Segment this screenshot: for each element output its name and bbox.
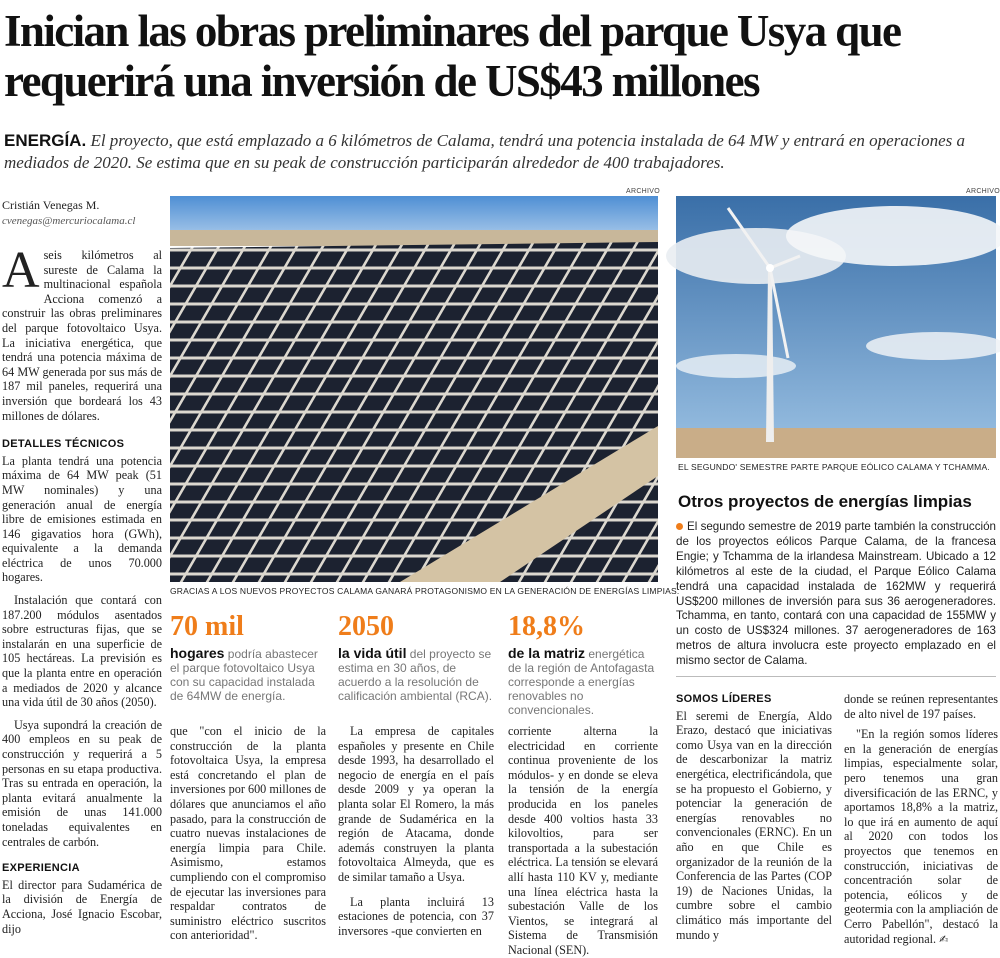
paragraph: Usya supondrá la creación de 400 empleos en su peak de construcción y requerirá a 5 personas en su etapa productiva. Tras su entrada en operación, la planta evitará anualmente la emisión de unas 141.000 toneladas equivalentes en centrales de carbón. [2, 717, 162, 849]
divider [676, 676, 996, 677]
photo-caption: EL SEGUNDO' SEMESTRE PARTE PARQUE EÓLICO CALAMA Y TCHAMMA. [678, 462, 990, 472]
column-3 [338, 724, 494, 938]
paragraph: El seremi de Energía, Aldo Erazo, destacó que iniciativas como Usya van en la dirección de descarbonizar la matriz energética, electrificándola, que se ha propuesto el Gobierno, y potenciar la generación de energías renovables no convencionales (ERNC). En un año en que Chile es organizador de la reunión de la Conferencia de las Partes (COP 19) de Naciones Unidas, la cumbre sobre el cambio climático más importante del mundo y [676, 708, 832, 942]
paragraph: "En la región somos líderes en la generación de energías limpias, especialmente solar, pero tenemos una gran diversificación de las ERNC, y aportamos 18,8% a la matriz, lo que irá en aumento de aquí al 2020 con todos los proyectos que tenemos en construcción, iniciativas de concentración solar de potencia, eólicos y de geotermia con la ampliación de Cerro Pabellón", destacó la autoridad regional. ✍ [844, 727, 998, 946]
column-2 [170, 724, 326, 943]
stat-number: 18,8% [508, 611, 585, 642]
column-1 [2, 242, 162, 936]
paragraph: La empresa de capitales españoles y presente en Chile desde 1993, ha desarrollado el negocio de energía en el país desde 2009 y ya operan la planta solar El Romero, la más grande de Sudamérica en la región de Atacama, donde además construyen la planta fotovoltaica Almeyda, que es de similar tamaño a Usya. [338, 724, 494, 884]
paragraph: Instalación que contará con 187.200 módulos asentados sobre estructuras fijas, que se instalarán en una superficie de 105 hectáreas. La previsión es que la planta entre en operación a mediados de 2020 y alcance una vida útil de 30 años (2050). [2, 593, 162, 710]
author-name: Cristián Venegas M. [2, 198, 100, 212]
drop-cap: A [2, 242, 40, 299]
photo-caption: GRACIAS A LOS NUEVOS PROYECTOS CALAMA GANARÁ PROTAGONISMO EN LA GENERACIÓN DE ENERGÍAS LIMPIAS. [170, 586, 680, 596]
stat-matrix: 18,8% de la matriz energética de la región de Antofagasta corresponde a energías renovables no convencionales. [508, 612, 658, 717]
lead-text: El proyecto, que está emplazado a 6 kilómetros de Calama, tendrá una potencia instalada de 64 MW y entrará en operaciones a mediados de 2020. Se estima que en su peak de construcción participarán alrededor de 400 trabajadores. [4, 131, 966, 172]
subhead-leaders: SOMOS LÍDERES [676, 693, 772, 705]
orange-bullet-icon [676, 523, 683, 530]
photo-credit: ARCHIVO [966, 188, 1000, 195]
paragraph: corriente alterna la electricidad en corriente continua proveniente de los módulos- y en donde se eleva la tensión de la energía producida en los paneles desde 400 voltios hasta 33 kilovoltios, para ser transportada a la subestación eléctrica. La tensión se elevará allí hasta 110 KV y, mediante una línea eléctrica hasta la subestación Valle de los Vientos, se integrará al Sistema de Transmisión Nacional (SEN). [508, 724, 658, 957]
intro-paragraph: Aseis kilómetros al sureste de Calama la multinacional española Acciona comenzó a construir las obras preliminares del parque fotovoltaico Usya. La iniciativa energética, que tendrá una potencia máxima de 64 MW generada por sus más de 187 mil paneles, requerirá una inversión que bordeará los 43 millones de dólares. [2, 242, 162, 423]
wind-turbine-image [676, 196, 996, 458]
solar-panels-photo [170, 196, 658, 582]
lead-paragraph [4, 130, 996, 174]
column-6 [844, 692, 998, 947]
stat-lifespan: 2050 la vida útil del proyecto se estima en 30 años, de acuerdo a la resolución de calificación ambiental (RCA). [338, 612, 498, 703]
photo-credit: ARCHIVO [626, 188, 660, 195]
author-email: cvenegas@mercuriocalama.cl [2, 215, 136, 227]
column-5 [676, 692, 832, 942]
solar-panels-image [170, 196, 658, 582]
paragraph: donde se reúnen representantes de alto nivel de 197 países. [844, 692, 998, 721]
paragraph: La planta tendrá una potencia máxima de 64 MW peak (51 MW nominales) y una generación anual de energía libre de emisiones estimada en 146 gigavatios hora (GWh), equivalente a la demanda eléctrica de unos 70.000 hogares. [2, 453, 162, 585]
stat-number: 70 mil [170, 611, 244, 642]
sidebar-title: Otros proyectos de energías limpias [678, 492, 972, 511]
column-4 [508, 724, 658, 958]
paragraph: que "con el inicio de la construcción de la planta fotovoltaica Usya, la empresa está concretando el plan de inversiones por 600 millones de dólares que anunciamos el año pasado, para la construcción de cuatro nuevas instalaciones de energía limpia para Chile. Asimismo, estamos cumpliendo con el compromiso de ejecutar las inversiones para respaldar contratos de suministro eléctrico suscritos con anterioridad". [170, 724, 326, 943]
end-mark-icon: ✍ [939, 932, 949, 946]
subhead-experience: EXPERIENCIA [2, 862, 80, 875]
stat-homes: 70 mil hogares podría abastecer el parque fotovoltaico Usya con su capacidad instalada de 64MW de energía. [170, 612, 330, 703]
stat-number: 2050 [338, 611, 394, 642]
paragraph: La planta incluirá 13 estaciones de potencia, con 37 inversores -que convierten en [338, 894, 494, 938]
paragraph: El director para Sudamérica de la división de Energía de Acciona, José Ignacio Escobar, dijo [2, 877, 162, 936]
wind-turbine-photo [676, 196, 996, 458]
subhead-technical: DETALLES TÉCNICOS [2, 438, 125, 451]
lead-kicker: ENERGÍA. [4, 131, 87, 150]
sidebar-body: El segundo semestre de 2019 parte también la construcción de los proyectos eólicos Parque Calama, de la francesa Engie; y Tchamma de la irlandesa Mainstream. Ubicado a 12 kilómetros al este de la ciudad, el Parque Eólico Calama tendrá una capacidad instalada de 162MW y requerirá US$200 millones de inversión para sus 36 aerogeneradores. Tchamma, en tanto, contará con una capacidad de 155MW y un costo de US$324 millones. 37 aerogeneradores de 163 metros de altura involucra este proyecto emplazado en el mismo sector de Calama. [676, 520, 996, 668]
headline: Inician las obras preliminares del parque Usya que requerirá una inversión de US$43 millones [4, 6, 901, 106]
